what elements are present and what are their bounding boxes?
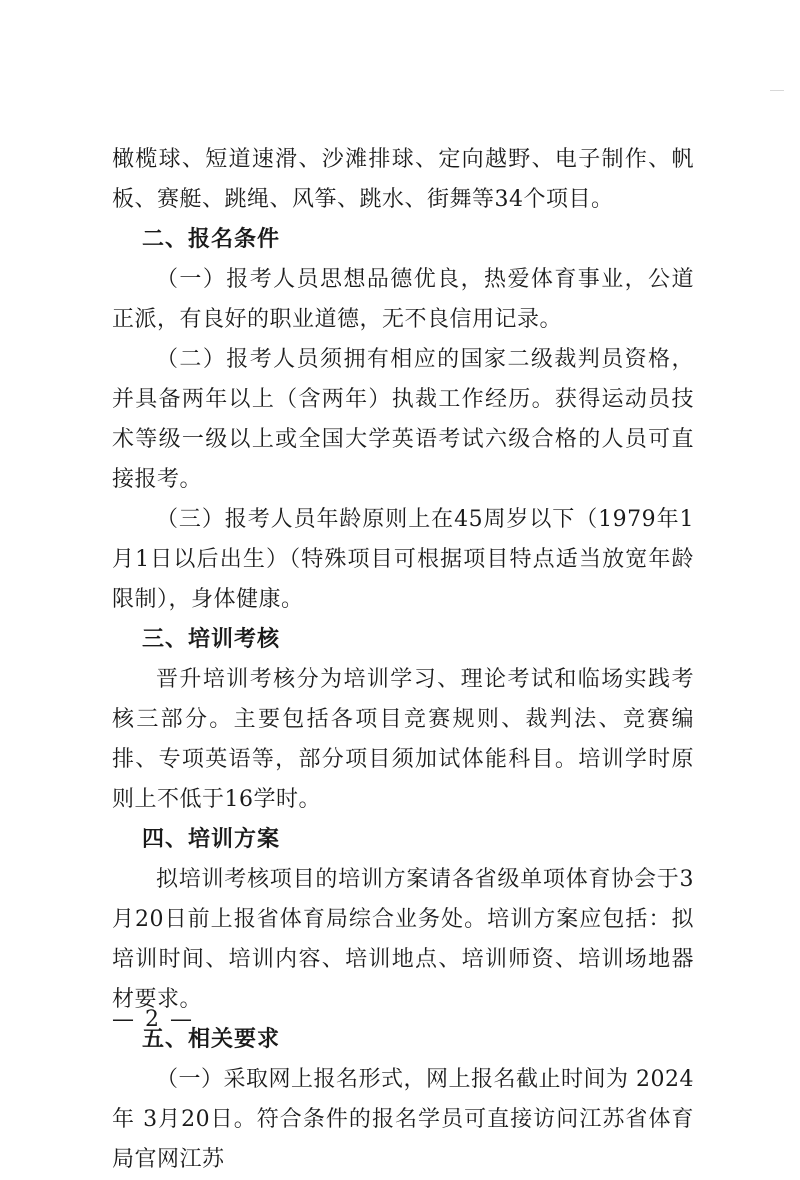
- document-body: [112, 140, 694, 1180]
- paragraph-condition-1: （一）报考人员思想品德优良，热爱体育事业，公道正派，有良好的职业道德，无不良信用记录。: [112, 267, 694, 332]
- paragraph-sports-list: 橄榄球、短道速滑、沙滩排球、定向越野、电子制作、帆板、赛艇、跳绳、风筝、跳水、街舞等34个项目。: [112, 147, 694, 212]
- page-number: — 2 —: [112, 1007, 194, 1032]
- heading-registration-conditions: 二、报名条件: [142, 227, 281, 252]
- heading-related-requirements: 五、相关要求: [142, 1027, 281, 1052]
- paragraph-condition-3: （三）报考人员年龄原则上在45周岁以下（1979年1月1日以后出生）（特殊项目可根据项目特点适当放宽年龄限制），身体健康。: [112, 507, 694, 612]
- heading-training-plan: 四、培训方案: [142, 827, 281, 852]
- scan-mark: [770, 90, 784, 91]
- paragraph-requirement-1: （一）采取网上报名形式，网上报名截止时间为 2024 年 3月20日。符合条件的报名学员可直接访问江苏省体育局官网江苏: [112, 1067, 694, 1172]
- paragraph-training-plan: 拟培训考核项目的培训方案请各省级单项体育协会于3月20日前上报省体育局综合业务处。培训方案应包括：拟培训时间、培训内容、培训地点、培训师资、培训场地器材要求。: [112, 867, 694, 1012]
- paragraph-training-assessment: 晋升培训考核分为培训学习、理论考试和临场实践考核三部分。主要包括各项目竞赛规则、裁判法、竞赛编排、专项英语等，部分项目须加试体能科目。培训学时原则上不低于16学时。: [112, 667, 694, 812]
- heading-training-assessment: 三、培训考核: [142, 627, 281, 652]
- paragraph-condition-2: （二）报考人员须拥有相应的国家二级裁判员资格，并具备两年以上（含两年）执裁工作经历。获得运动员技术等级一级以上或全国大学英语考试六级合格的人员可直接报考。: [112, 347, 694, 492]
